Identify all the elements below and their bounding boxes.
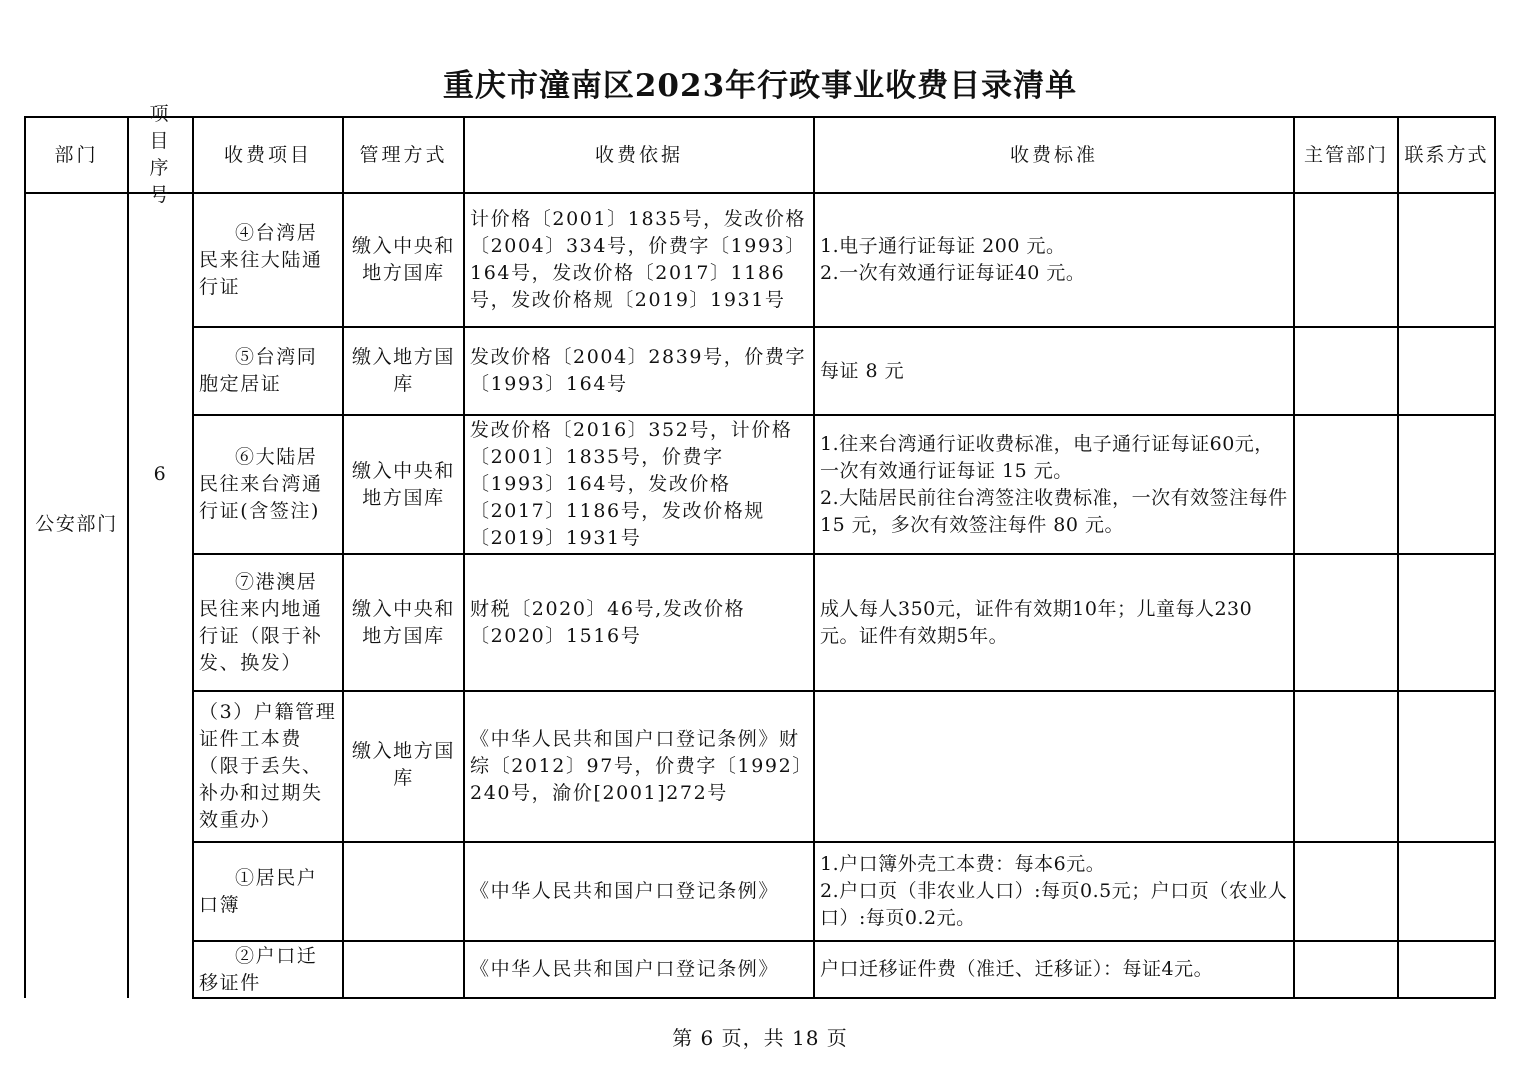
table-row-item: ⑤台湾同胞定居证 (199, 346, 318, 395)
table-row-item: ⑦港澳居民往来内地通行证（限于补发、换发） (199, 570, 323, 674)
header-standard: 收费标准 (1009, 143, 1098, 166)
table-row-item: （3）户籍管理证件工本费（限于丢失、补办和过期失效重办） (199, 701, 337, 831)
page-footer: 第 6 页，共 18 页 (672, 1026, 848, 1050)
table-row-mgmt (344, 942, 463, 997)
table-row-basis: 财税〔2020〕46号,发改价格〔2020〕1516号 (470, 597, 746, 647)
table-row-item: ④台湾居民来往大陆通行证 (199, 221, 323, 298)
table-row-standard: 1.往来台湾通行证收费标准，电子通行证每证60元，一次有效通行证每证 15 元。 2.大陆居民前往台湾签注收费标准，一次有效签注每件 15 元，多次有效签注每件 80 元。 (820, 432, 1288, 536)
table-row-standard: 成人每人350元，证件有效期10年；儿童每人230元。证件有效期5年。 (820, 597, 1253, 647)
table-row-standard (815, 692, 1293, 841)
table-row-standard: 1.户口簿外壳工本费：每本6元。 2.户口页（非农业人口）:每页0.5元；户口页（农业人口）:每页0.2元。 (820, 853, 1288, 929)
header-basis: 收费依据 (594, 143, 683, 166)
table-row-standard: 每证 8 元 (820, 359, 905, 382)
header-contact: 联系方式 (1404, 143, 1489, 166)
table-border-bottom (192, 997, 1496, 999)
table-row-basis: 发改价格〔2004〕2839号，价费字〔1993〕164号 (470, 346, 807, 395)
table-row-item: ②户口迁移证件 (199, 944, 318, 994)
column-line (1293, 116, 1295, 999)
table-row-mgmt: 缴入中央和地方国库 (351, 235, 455, 284)
table-row-standard: 1.电子通行证每证 200 元。 2.一次有效通行证每证40 元。 (820, 235, 1086, 284)
table-row-basis: 《中华人民共和国户口登记条例》 (470, 880, 780, 902)
table-row-mgmt (344, 843, 463, 940)
table-row-item: ①居民户口簿 (199, 867, 318, 916)
table-row-mgmt: 缴入中央和地方国库 (351, 597, 455, 647)
column-line (1397, 116, 1399, 999)
header-authority: 主管部门 (1303, 143, 1388, 166)
table-row-item: ⑥大陆居民往来台湾通行证(含签注) (199, 446, 323, 522)
table-row-basis: 发改价格〔2016〕352号，计价格〔2001〕1835号，价费字〔1993〕164号，发改价格〔2017〕1186号，发改价格规〔2019〕1931号 (470, 419, 793, 549)
table-row-mgmt: 缴入中央和地方国库 (351, 459, 455, 509)
table-row-basis: 《中华人民共和国户口登记条例》财综〔2012〕97号，价费字〔1992〕240号，渝价[2001]272号 (470, 728, 804, 804)
dept-cell: 公安部门 (35, 512, 118, 535)
table-row-mgmt: 缴入地方国库 (351, 346, 455, 395)
header-item: 收费项目 (223, 143, 312, 166)
column-line (1494, 116, 1496, 999)
header-dept: 部门 (54, 143, 99, 166)
document-title: 重庆市潼南区2023年行政事业收费目录清单 (442, 68, 1078, 104)
seq-cell: 6 (153, 462, 168, 485)
header-seq: 项目序号 (149, 103, 172, 206)
header-mgmt: 管理方式 (359, 143, 448, 166)
table-row-basis: 计价格〔2001〕1835号，发改价格〔2004〕334号，价费字〔1993〕164号，发改价格〔2017〕1186号，发改价格规〔2019〕1931号 (470, 208, 807, 311)
table-row-basis: 《中华人民共和国户口登记条例》 (470, 958, 780, 980)
table-row-standard: 户口迁移证件费（准迁、迁移证）：每证4元。 (820, 958, 1214, 980)
table-row-mgmt: 缴入地方国库 (351, 740, 455, 789)
